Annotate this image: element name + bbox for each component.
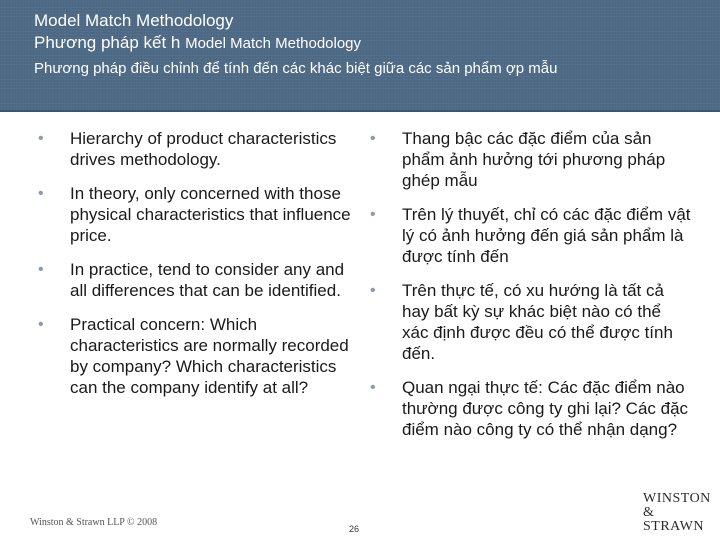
title-vi-suffix: Model Match Methodology: [185, 35, 362, 52]
slide-title: Model Match Methodology: [34, 11, 234, 30]
page-number: 26: [349, 524, 360, 534]
title-vi-prefix: Phương pháp kết h: [34, 33, 181, 52]
bullet-item: • Practical concern: Which characteristics are normally recorded by company? Which characteristics can the company identify at all?: [30, 314, 360, 398]
bullet-item: • Trên lý thuyết, chỉ có các đặc điểm vật lý có ảnh hưởng đến giá sản phẩm là được tính đến: [362, 204, 692, 267]
logo-line-2: & STRAWN: [643, 505, 704, 534]
company-logo: [643, 492, 715, 534]
english-bullet-list: [30, 128, 360, 398]
slide-subtitle: Phương pháp điều chỉnh để tính đến các khác biệt giữa các sản phẩm ợp mẫu: [34, 60, 558, 77]
bullet-item: • Thang bậc các đặc điểm của sản phẩm ảnh hưởng tới phương pháp ghép mẫu: [362, 128, 692, 191]
slide-title-vietnamese: [34, 32, 720, 55]
bullet-item: • In theory, only concerned with those physical characteristics that influence price.: [30, 183, 360, 246]
slide-header: [0, 0, 720, 112]
bullet-item: • Quan ngại thực tế: Các đặc điểm nào thường được công ty ghi lại? Các đặc điểm nào công ty có thể nhận dạng?: [362, 377, 692, 440]
logo-line-1: WINSTON: [643, 491, 711, 506]
bullet-item: • Hierarchy of product characteristics drives methodology.: [30, 128, 360, 170]
vietnamese-bullet-list: [362, 128, 692, 440]
copyright-notice: Winston & Strawn LLP © 2008: [30, 517, 158, 528]
bullet-item: • Trên thực tế, có xu hướng là tất cả hay bất kỳ sự khác biệt nào có thể xác định được đều có thể được tính đến.: [362, 280, 692, 364]
bullet-item: • In practice, tend to consider any and all differences that can be identified.: [30, 259, 360, 301]
